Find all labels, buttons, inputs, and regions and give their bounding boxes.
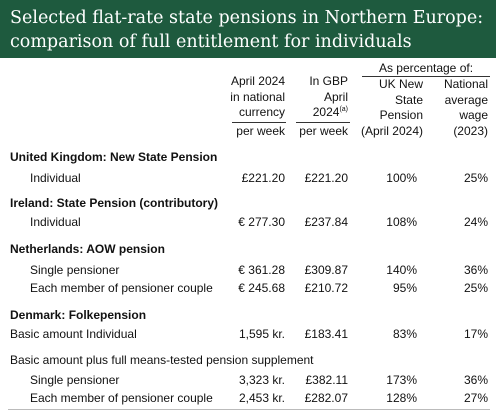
header-rule-national (232, 122, 286, 123)
cell-pct-uk-pension: 95% (392, 281, 417, 295)
cell-gbp: £210.72 (304, 281, 348, 295)
cell-national-currency: € 361.28 (238, 263, 285, 277)
subheading-means-tested: Basic amount plus full means-tested pension supplement (10, 353, 314, 367)
cell-pct-uk-pension: 128% (386, 391, 417, 405)
cell-pct-uk-pension: 83% (392, 327, 417, 341)
section-heading-uk: United Kingdom: New State Pension (10, 150, 218, 164)
cell-gbp: £221.20 (304, 171, 348, 185)
cell-pct-national-wage: 17% (463, 327, 488, 341)
header-national-wage: National average wage (2023) (443, 77, 488, 138)
row-label: Single pensioner (30, 373, 120, 387)
table-title (0, 0, 496, 58)
header-gbp: In GBP April 2024$^{(a)}$ (309, 74, 348, 120)
cell-pct-uk-pension: 100% (386, 171, 417, 185)
cell-gbp: £237.84 (304, 215, 348, 229)
header-uk-pension: UK New State Pension (April 2024) (360, 77, 423, 138)
cell-national-currency: 1,595 kr. (238, 327, 285, 341)
cell-pct-national-wage: 36% (463, 263, 488, 277)
cell-pct-uk-pension: 140% (386, 263, 417, 277)
cell-gbp: £183.41 (304, 327, 348, 341)
row-label: Each member of pensioner couple (30, 391, 213, 405)
cell-gbp: £382.11 (305, 373, 348, 387)
table-bottom-rule (8, 409, 490, 410)
row-label: Single pensioner (30, 263, 120, 277)
row-label: Individual (30, 171, 81, 185)
cell-pct-national-wage: 36% (463, 373, 488, 387)
header-rule-gbp (296, 122, 350, 123)
section-heading-denmark: Denmark: Folkepension (10, 308, 147, 322)
header-national-unit: per week (236, 124, 285, 138)
title-line-1: Selected flat-rate state pensions in Northern Europe: (10, 8, 484, 28)
title-line-2: comparison of full entitlement for individuals (10, 32, 412, 52)
cell-pct-uk-pension: 173% (386, 373, 417, 387)
section-heading-ireland: Ireland: State Pension (contributory) (10, 196, 219, 210)
cell-gbp: £309.87 (304, 263, 348, 277)
header-national-currency: April 2024 in national currency (230, 74, 285, 120)
cell-pct-uk-pension: 108% (386, 215, 417, 229)
row-label: Each member of pensioner couple (30, 281, 213, 295)
cell-national-currency: 3,323 kr. (238, 373, 285, 387)
header-gbp-unit: per week (299, 124, 348, 138)
footnote-marker: (a) (339, 106, 348, 114)
cell-pct-national-wage: 24% (463, 215, 488, 229)
cell-gbp: £282.07 (304, 391, 348, 405)
cell-pct-national-wage: 25% (463, 171, 488, 185)
cell-pct-national-wage: 25% (463, 281, 488, 295)
cell-national-currency: £221.20 (241, 171, 285, 185)
pensions-table (0, 58, 496, 411)
section-heading-netherlands: Netherlands: AOW pension (10, 242, 165, 256)
cell-national-currency: 2,453 kr. (238, 391, 285, 405)
cell-national-currency: € 245.68 (238, 281, 285, 295)
header-percentage-group: As percentage of: (378, 61, 474, 75)
cell-pct-national-wage: 27% (463, 391, 488, 405)
cell-national-currency: € 277.30 (238, 215, 285, 229)
row-label: Individual (30, 215, 81, 229)
row-label: Basic amount Individual (10, 327, 137, 341)
